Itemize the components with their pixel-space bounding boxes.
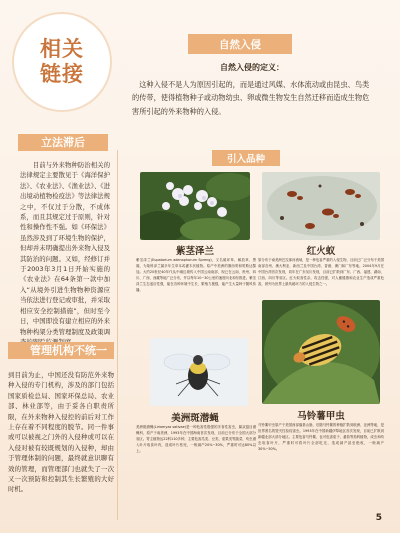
fire-ant-image [262,172,380,240]
potato-beetle-image [262,300,380,404]
leafminer-photo [150,338,248,406]
potato-beetle-photo [262,300,380,404]
natural-invasion-heading-text: 自然入侵 [219,38,261,51]
title-line-1: 相关 [40,37,84,61]
introduced-species-heading [212,150,280,166]
management-heading [8,342,114,359]
species-text-eupatorium: 紫茎泽兰(Eupatorium adenophorum Spreng)，又名破坏草、解放草、黑藻、为菊科泽兰属多年生草本或灌木状植物。原产中美洲的墨西哥和哥斯达黎加。大约20世纪40年代从中缅边境传入中国云南南部，现已在云南、贵州、四川、广西、西藏等地广泛分布，并以每年10~30公里的速度向北和东推进。紫茎泽兰生态适应性强，能在各种环境中生长，繁殖力极强，能产生大量种子随风传播。 [136,258,256,293]
species-text-potato-beetle: 马铃薯甲虫原产于美国西部落基山脉，后随马铃薯的种植扩散到欧洲、亚洲等地，是世界著名的毁灭性检疫害虫。1993年在中国新疆伊犁地区首次发现，目前已扩散到新疆北部大部分地区。主要危害马铃薯，也可危害茄子、番茄等茄科植物，成虫和幼虫取食叶片，严重时可将叶片全部吃光，造成减产甚至绝收，一般减产30%~50%。 [258,423,384,452]
title-badge [14,14,110,110]
management-heading-text: 管理机构不统一 [30,344,107,357]
species-name-leafminer: 美洲斑潜蝇 [171,413,219,424]
species-text-fire-ant: 原分布于南美洲巴拉那河流域，是一种危害严重的入侵生物，目前已广泛分布于美国南部各州、澳大利亚、新西兰及中国台湾、香港、澳门和广东等地。2004年9月在中国台湾首次发现，同年在广东吴川发现，目前已扩散到广东、广西、福建、湖南、江西、四川等省区。红火蚁食性杂，攻击性强，对人畜健康和农业生产造成严重危害，被列为世界上最具破坏力的入侵生物之一。 [258,258,384,287]
species-text-leafminer: 美洲斑潜蝇(Liriomyza sativae)是一种危害性极强的多食性害虫，属双翅目潜蝇科，原产于南美洲，1993年在中国海南首次发现，目前已分布于全国大部分省区。寄主植物达22科110多种，主要危害瓜类、豆类、茄果类等蔬菜，幼虫潜入叶片取食叶肉，造成叶片枯死，一般减产20%~30%，严重时可达80%以上。 [136,425,256,454]
title-line-2: 链接 [40,62,84,86]
management-paragraph: 到目前为止，中国还没有防范外来物种入侵的专门机构，涉及的部门包括国家质检总局、国家环保总局、农业部、林业部等，由于妥各自职责所限，在外来物种入侵控的前后对工作上存在着不同程度的脱节。同一件事或可以被视之门外的入侵种或可以在入侵对被有较既规划的入侵种，却由于管理体制的问题，最终就意识聊有效的管理，而管理部门也就失了一次又一次预防和控制其生长繁殖的大好时机。 [8,371,114,494]
definition-text: 这种入侵不是人为原因引起的，而是通过风媒、水体流动或由昆虫、鸟类的传带，使得植物种子或动物幼虫、卵或微生物发生自然迁移而造成生物危害所引起的外来物种的入侵。 [132,80,370,116]
species-name-eupatorium: 紫茎泽兰 [175,246,214,257]
species-name-potato-beetle: 马铃薯甲虫 [297,411,345,422]
legislation-heading [18,134,108,151]
legislation-text [20,160,110,347]
introduced-species-heading-text: 引入品种 [226,154,265,165]
eupatorium-image [140,172,250,240]
page-number: 5 [375,513,382,523]
definition-title: 自然入侵的定义： [220,63,284,72]
leafminer-image [150,338,248,406]
column-divider [117,150,118,520]
species-name-fire-ant: 红火蚁 [306,246,336,257]
eupatorium-photo [140,172,250,240]
natural-invasion-heading [188,34,292,54]
legislation-heading-text: 立法滞后 [41,136,85,149]
fire-ant-photo [262,172,380,240]
management-text [8,370,114,495]
legislation-paragraph: 目前与外来物种防治相关的法律规定主要散见于《海洋保护法》、《农业法》、《渔业法》、《进出境动植物检疫法》等法律法规之中，不仅过于分散，不成体系，而且其规定过于原则，针对性和操作性不强。如《环保法》虽然涉及到了环境生物的保护，但却并未明确提出外来物入侵及其防治的问题。又如，经修订并于2003年3月1日开始实施的《农业法》在64条第一款中加入“从境外引进生物物种资源应当依法进行登记或审批，并采取相应安全控制措施”，但时至今日，中国即没有建立相应的外来物种构架分类管理制度及政策调 [20,161,110,336]
